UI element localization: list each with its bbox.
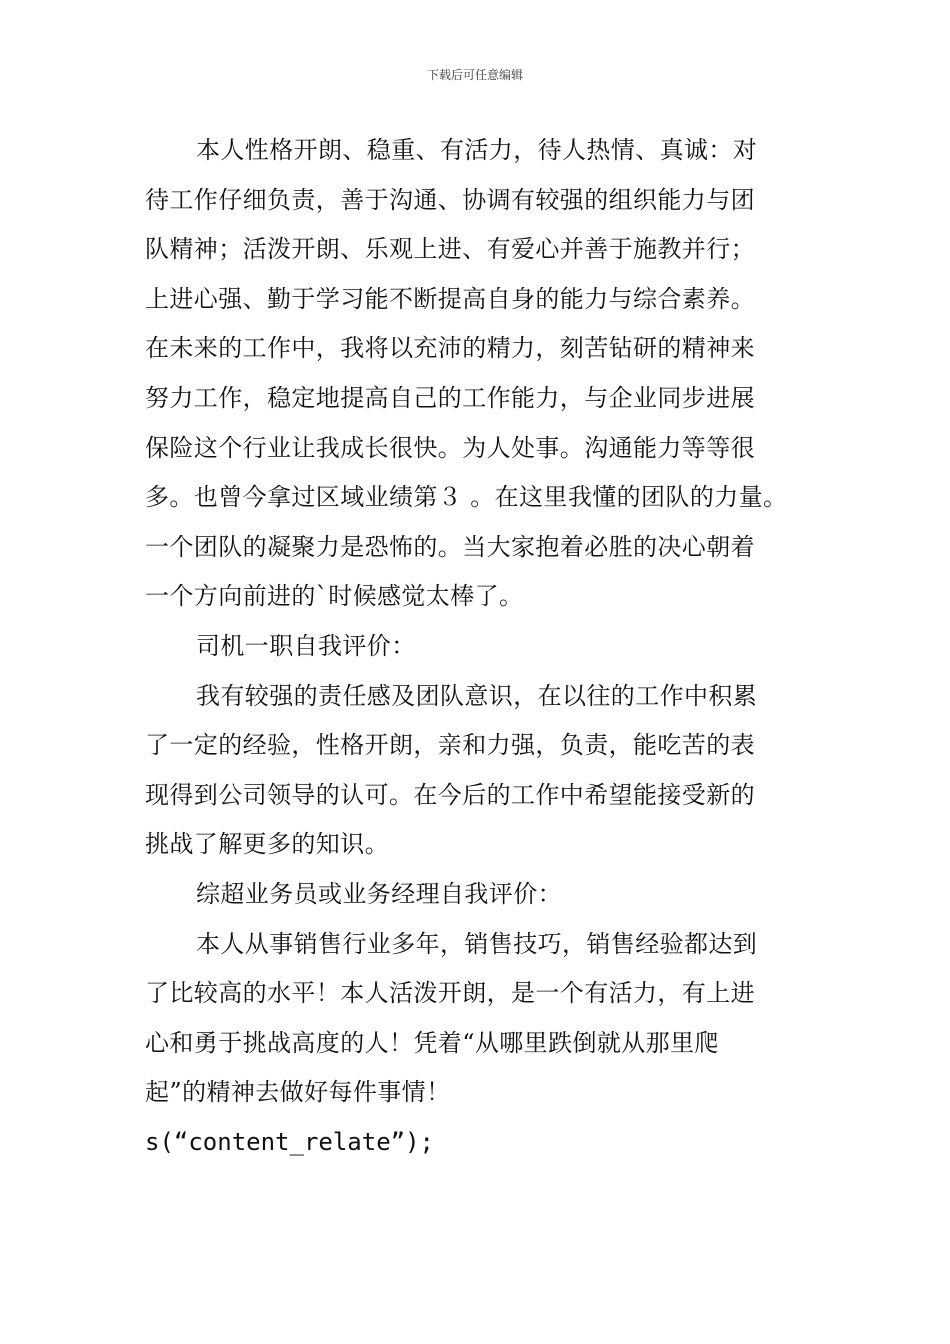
text-line: 心和勇于挑战高度的人！凭着“从哪里跌倒就从那里爬 xyxy=(145,1028,719,1057)
text-line: 在未来的工作中，我将以充沛的精力，刻苦钻研的精神来 xyxy=(145,334,755,363)
paragraph-sales-evaluation xyxy=(145,920,825,1118)
section-heading-sales xyxy=(145,870,825,920)
text-line: 一个方向前进的`时候感觉太棒了。 xyxy=(145,582,524,611)
text-line: 本人性格开朗、稳重、有活力，待人热情、真诚：对 xyxy=(196,136,758,164)
text-line: 我有较强的责任感及团队意识，在以往的工作中积累 xyxy=(196,681,758,710)
text-line: 一个团队的凝聚力是恐怖的。当大家抱着必胜的决心朝着 xyxy=(145,532,755,561)
paragraph-self-evaluation-general xyxy=(145,126,825,622)
document-body xyxy=(145,126,825,1167)
paragraph-driver-evaluation xyxy=(145,672,825,870)
text-line: 了比较高的水平！本人活泼开朗，是一个有活力，有上进 xyxy=(145,979,755,1008)
text-line: 本人从事销售行业多年，销售技巧，销售经验都达到 xyxy=(196,929,758,958)
text-line: 上进心强、勤于学习能不断提高自身的能力与综合素养。 xyxy=(145,284,755,313)
text-line: 保险这个行业让我成长很快。为人处事。沟通能力等等很 xyxy=(145,433,755,462)
text-line: 待工作仔细负责，善于沟通、协调有较强的组织能力与团 xyxy=(145,185,755,214)
text-line: 努力工作，稳定地提高自己的工作能力，与企业同步进展 xyxy=(145,383,755,412)
text-line: 挑战了解更多的知识。 xyxy=(145,830,389,859)
text-line: 起”的精神去做好每件事情！ xyxy=(145,1078,451,1107)
footer-code-snippet: s(“content_relate”); xyxy=(145,1127,434,1156)
text-line: 多。也曾今拿过区域业绩第３ 。在这里我懂的团队的力量。 xyxy=(145,483,788,512)
section-heading: 司机一职自我评价： xyxy=(196,631,416,660)
text-line: 现得到公司领导的认可。在今后的工作中希望能接受新的 xyxy=(145,780,755,809)
section-heading-driver xyxy=(145,622,825,672)
text-line: 队精神；活泼开朗、乐观上进、有爱心并善于施教并行； xyxy=(145,235,755,264)
section-heading: 综超业务员或业务经理自我评价： xyxy=(196,879,562,908)
page-header-note: 下载后可任意编辑 xyxy=(426,68,523,82)
text-line: 了一定的经验，性格开朗，亲和力强，负责，能吃苦的表 xyxy=(145,731,755,760)
